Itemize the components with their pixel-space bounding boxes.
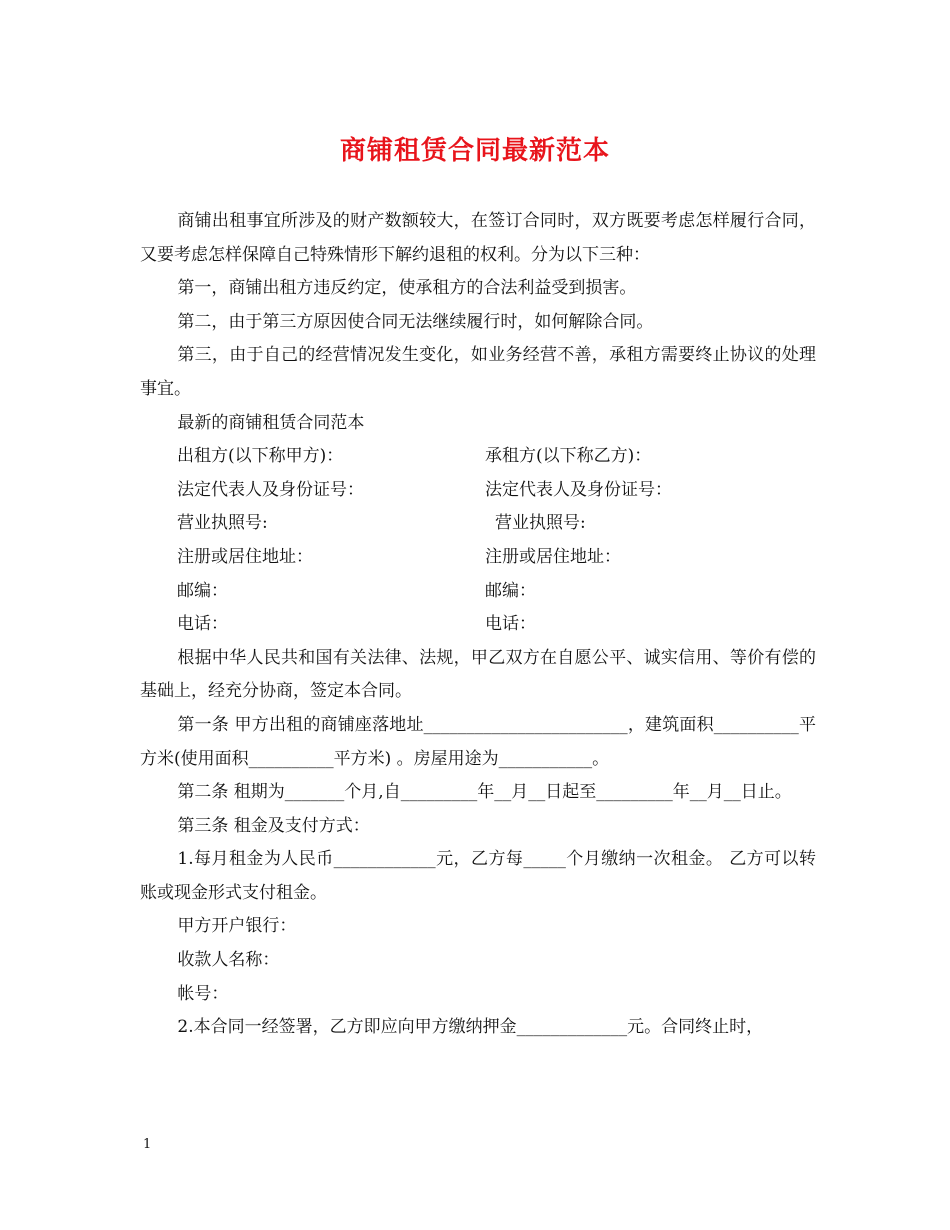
lessee-label: 承租方(以下称乙方)： bbox=[485, 446, 652, 467]
lessor-representative: 法定代表人及身份证号： bbox=[177, 479, 364, 500]
party-row bbox=[140, 507, 816, 541]
lessor-address: 注册或居住地址： bbox=[177, 546, 313, 567]
page-number: 1 bbox=[143, 1137, 152, 1152]
bank-line: 甲方开户银行： bbox=[177, 916, 297, 937]
intro-point-2: 第二，由于第三方原因使合同无法继续履行时，如何解除合同。 bbox=[177, 311, 654, 332]
lessee-license: 营业执照号: bbox=[495, 513, 586, 534]
lessor-phone: 电话： bbox=[177, 614, 228, 635]
lessor-license: 营业执照号: bbox=[177, 513, 268, 534]
lessee-phone: 电话： bbox=[485, 614, 536, 635]
account-line: 帐号： bbox=[177, 983, 229, 1004]
lessee-postcode: 邮编： bbox=[485, 580, 536, 601]
document-title: 商铺租赁合同最新范本 bbox=[339, 136, 610, 166]
preamble-paragraph: 根据中华人民共和国有关法律、法规，甲乙双方在自愿公平、诚实信用、等价有偿的基础上，经充分协商，签定本合同。 bbox=[140, 647, 816, 702]
clause-3-item-1: 1.每月租金为人民币____________元，乙方每_____个月缴纳一次租金。 乙方可以转账或现金形式支付租金。 bbox=[140, 849, 816, 903]
clause-1: 第一条 甲方出租的商铺座落地址________________________，建筑面积__________平方米(使用面积__________平方米) 。房屋用途为___________。 bbox=[140, 714, 816, 769]
lessor-postcode: 邮编： bbox=[177, 580, 228, 601]
document-body bbox=[140, 205, 816, 1045]
party-row bbox=[140, 474, 816, 508]
clause-3-item-2: 2.本合同一经签署，乙方即应向甲方缴纳押金_____________元。合同终止时， bbox=[177, 1017, 764, 1038]
lessee-representative: 法定代表人及身份证号： bbox=[485, 479, 672, 500]
intro-point-1: 第一，商铺出租方违反约定，使承租方的合法利益受到损害。 bbox=[177, 278, 637, 299]
party-row bbox=[140, 440, 816, 474]
intro-point-3: 第三，由于自己的经营情况发生变化，如业务经营不善，承租方需要终止协议的处理事宜。 bbox=[140, 345, 816, 399]
payee-line: 收款人名称： bbox=[177, 950, 280, 971]
intro-paragraph: 商铺出租事宜所涉及的财产数额较大，在签订合同时，双方既要考虑怎样履行合同，又要考虑怎样保障自己特殊情形下解约退租的权利。分为以下三种： bbox=[140, 211, 816, 265]
lessor-label: 出租方(以下称甲方)： bbox=[177, 446, 344, 467]
party-row bbox=[140, 608, 816, 642]
template-heading: 最新的商铺租赁合同范本 bbox=[177, 412, 365, 433]
clause-2: 第二条 租期为_______个月,自_________年__月__日起至_________年__月__日止。 bbox=[177, 782, 792, 803]
lessee-address: 注册或居住地址： bbox=[485, 546, 621, 567]
party-row bbox=[140, 541, 816, 575]
party-row bbox=[140, 575, 816, 609]
clause-3-heading: 第三条 租金及支付方式： bbox=[177, 815, 370, 836]
